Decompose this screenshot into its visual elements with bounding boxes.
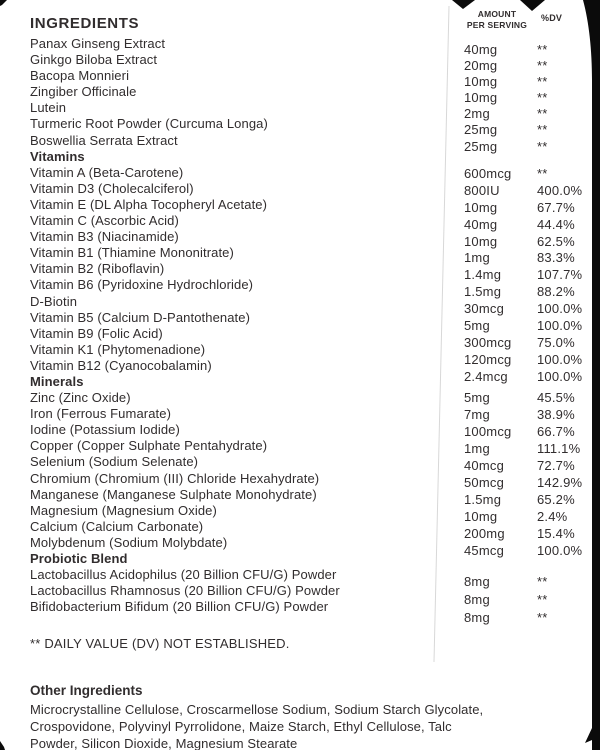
dv-value: **	[537, 74, 548, 90]
amount-row	[464, 284, 600, 301]
other-ingredients-line: Crospovidone, Polyvinyl Pyrrolidone, Maize Starch, Ethyl Cellulose, Talc	[30, 719, 452, 734]
amount-row	[464, 183, 600, 200]
amount-row	[464, 74, 600, 90]
dv-value: **	[537, 42, 548, 57]
amount-value: 8mg	[464, 610, 490, 625]
dv-value: 400.0%	[537, 182, 583, 198]
dv-value: **	[537, 166, 548, 181]
ingredient-name: Calcium (Calcium Carbonate)	[30, 518, 204, 534]
amount-row	[464, 390, 600, 407]
ingredient-name: D-Biotin	[30, 293, 78, 309]
ingredient-name: Vitamin C (Ascorbic Acid)	[30, 213, 179, 229]
ingredient-name: Lutein	[30, 100, 67, 116]
bottom-left-corner-mark	[0, 741, 5, 750]
dv-value: 66.7%	[537, 424, 575, 439]
ingredient-name: Vitamin B12 (Cyanocobalamin)	[30, 357, 212, 373]
amount-value: 40mcg	[464, 458, 505, 473]
dv-value: **	[537, 90, 548, 106]
amount-row	[464, 441, 600, 458]
ingredient-name: Vitamin B2 (Riboflavin)	[30, 261, 165, 277]
ingredient-name: Vitamin E (DL Alpha Tocopheryl Acetate)	[30, 196, 268, 212]
ingredient-name: Zingiber Officinale	[30, 84, 137, 100]
other-ingredients-line: Microcrystalline Cellulose, Croscarmellose Sodium, Sodium Starch Glycolate,	[30, 702, 484, 717]
amount-row	[464, 475, 600, 492]
ingredient-name: Vitamin B9 (Folic Acid)	[30, 325, 163, 341]
amount-value: 300mcg	[464, 334, 512, 350]
top-left-corner-mark	[0, 0, 7, 6]
ingredient-name: Boswellia Serrata Extract	[30, 132, 178, 148]
other-ingredients-text	[30, 701, 578, 750]
ingredient-name: Chromium (Chromium (III) Chloride Hexahydrate)	[30, 470, 320, 486]
percent-dv-header: %DV	[541, 13, 563, 23]
amount-row	[464, 301, 600, 318]
dv-value: **	[537, 58, 548, 74]
ingredient-name: Vitamin K1 (Phytomenadione)	[30, 341, 206, 357]
amount-value: 5mg	[464, 390, 490, 405]
dv-value: 88.2%	[537, 284, 575, 300]
amount-value: 10mg	[464, 509, 498, 524]
amount-value: 120mcg	[464, 351, 512, 367]
ingredient-name: Iodine (Potassium Iodide)	[30, 422, 180, 438]
ingredient-name: Panax Ginseng Extract	[30, 36, 166, 51]
amount-value: 50mcg	[464, 475, 505, 490]
ingredient-name: Turmeric Root Powder (Curcuma Longa)	[30, 116, 268, 132]
amount-row	[464, 267, 600, 284]
amount-value: 20mg	[464, 58, 498, 74]
amount-value: 1mg	[464, 250, 490, 266]
amount-group	[464, 166, 600, 386]
amount-row	[464, 543, 600, 560]
ingredient-name: Copper (Copper Sulphate Pentahydrate)	[30, 438, 268, 454]
amount-value: 1.5mg	[464, 284, 502, 300]
amount-row	[464, 58, 600, 74]
amount-row	[464, 106, 600, 122]
amount-value: 30mcg	[464, 301, 505, 317]
dv-value: 75.0%	[537, 334, 575, 350]
dv-value: **	[537, 574, 548, 589]
dv-value: 111.1%	[537, 441, 581, 456]
amount-row	[464, 139, 600, 155]
ingredient-name: Bacopa Monnieri	[30, 68, 130, 84]
ingredient-name: Zinc (Zinc Oxide)	[30, 390, 131, 406]
amount-value: 10mg	[464, 233, 498, 249]
amount-row	[464, 458, 600, 475]
other-ingredients-section	[30, 683, 578, 750]
ingredient-name: Selenium (Sodium Selenate)	[30, 454, 199, 470]
dv-value: 100.0%	[537, 368, 583, 384]
ingredient-name: Vitamin A (Beta-Carotene)	[30, 164, 184, 180]
amount-value: 7mg	[464, 407, 490, 422]
dv-value: 62.5%	[537, 233, 575, 249]
amount-row	[464, 122, 600, 138]
dv-value: 44.4%	[537, 216, 575, 232]
dv-value: 65.2%	[537, 492, 575, 507]
amount-row	[464, 509, 600, 526]
ingredient-name: Lactobacillus Rhamnosus (20 Billion CFU/G) Powder	[30, 583, 340, 599]
amount-value: 2.4mcg	[464, 368, 508, 384]
ingredient-name: Manganese (Manganese Sulphate Monohydrate)	[30, 486, 317, 502]
amount-group	[464, 574, 600, 628]
dv-value: **	[537, 122, 548, 138]
amount-group	[464, 390, 600, 560]
amount-value: 100mcg	[464, 424, 512, 439]
amount-row	[464, 369, 600, 386]
amount-value: 600mcg	[464, 166, 512, 181]
amount-value: 2mg	[464, 106, 490, 122]
amount-value: 25mg	[464, 122, 498, 138]
other-ingredients-line: Powder, Silicon Dioxide, Magnesium Stearate	[30, 736, 298, 750]
amount-row	[464, 90, 600, 106]
dv-value: **	[537, 592, 548, 607]
amount-value: 40mg	[464, 42, 498, 57]
dv-value: 107.7%	[537, 267, 583, 283]
ingredient-names-column	[30, 36, 445, 615]
ingredient-name: Lactobacillus Acidophilus (20 Billion CFU/G) Powder	[30, 567, 337, 583]
ingredient-name: Vitamin B6 (Pyridoxine Hydrochloride)	[30, 277, 254, 293]
amount-value: 10mg	[464, 90, 498, 106]
amount-value: 8mg	[464, 592, 490, 607]
amount-value: 200mg	[464, 526, 505, 541]
amount-row	[464, 526, 600, 543]
amount-per-serving-header	[444, 9, 550, 30]
amount-row	[464, 574, 600, 592]
amount-value: 1mg	[464, 441, 490, 456]
dv-value: 15.4%	[537, 526, 575, 541]
dv-value: 100.0%	[537, 351, 583, 367]
ingredients-title: INGREDIENTS	[30, 15, 140, 32]
amount-value: 45mcg	[464, 543, 505, 558]
dv-value: 38.9%	[537, 407, 575, 422]
dv-value: **	[537, 610, 548, 625]
ingredient-name: Bifidobacterium Bifidum (20 Billion CFU/G) Powder	[30, 599, 329, 615]
amount-header-line1: AMOUNT	[477, 9, 517, 19]
section-header: Vitamins	[30, 148, 85, 164]
amount-group	[464, 42, 600, 155]
amount-value: 800IU	[464, 182, 500, 198]
amount-row	[464, 335, 600, 352]
amount-value: 8mg	[464, 574, 490, 589]
ingredient-name: Ginkgo Biloba Extract	[30, 52, 158, 68]
ingredient-name: Magnesium (Magnesium Oxide)	[30, 502, 217, 518]
other-ingredients-title: Other Ingredients	[30, 683, 143, 698]
amount-row	[464, 217, 600, 234]
amount-row	[464, 424, 600, 441]
ingredient-name: Vitamin B1 (Thiamine Mononitrate)	[30, 245, 234, 261]
daily-value-footnote: ** DAILY VALUE (DV) NOT ESTABLISHED.	[30, 636, 290, 651]
amount-row	[464, 200, 600, 217]
section-header: Minerals	[30, 373, 84, 389]
ingredient-name: Molybdenum (Sodium Molybdate)	[30, 534, 228, 550]
top-notch-left	[452, 0, 475, 9]
amount-row	[464, 42, 600, 58]
dv-value: 67.7%	[537, 199, 575, 215]
amount-row	[464, 166, 600, 183]
amount-value: 1.4mg	[464, 267, 502, 283]
amount-header-line2: PER SERVING	[466, 19, 528, 30]
amount-row	[464, 592, 600, 610]
ingredient-name: Vitamin B5 (Calcium D-Pantothenate)	[30, 309, 251, 325]
amount-value: 1.5mg	[464, 492, 502, 507]
amount-row	[464, 318, 600, 335]
amount-row	[464, 234, 600, 251]
amount-row	[464, 407, 600, 424]
dv-value: 83.3%	[537, 250, 575, 266]
dv-value: 2.4%	[537, 509, 568, 524]
dv-value: 45.5%	[537, 390, 575, 405]
dv-value: 142.9%	[537, 475, 583, 490]
dv-value: 72.7%	[537, 458, 575, 473]
dv-value: 100.0%	[537, 543, 583, 558]
amount-value: 5mg	[464, 318, 490, 334]
section-header: Probiotic Blend	[30, 551, 128, 566]
amount-value: 40mg	[464, 216, 498, 232]
amount-row	[464, 610, 600, 628]
amount-value: 10mg	[464, 199, 498, 215]
ingredient-name: Vitamin B3 (Niacinamide)	[30, 229, 179, 245]
amount-row	[464, 352, 600, 369]
ingredient-name: Iron (Ferrous Fumarate)	[30, 406, 172, 422]
amount-value: 10mg	[464, 74, 498, 90]
amount-value: 25mg	[464, 138, 498, 154]
dv-value: **	[537, 138, 548, 154]
dv-value: **	[537, 106, 548, 122]
amount-row	[464, 250, 600, 267]
dv-value: 100.0%	[537, 318, 583, 334]
dv-value: 100.0%	[537, 301, 583, 317]
amount-row	[464, 492, 600, 509]
ingredient-name: Vitamin D3 (Cholecalciferol)	[30, 180, 194, 196]
